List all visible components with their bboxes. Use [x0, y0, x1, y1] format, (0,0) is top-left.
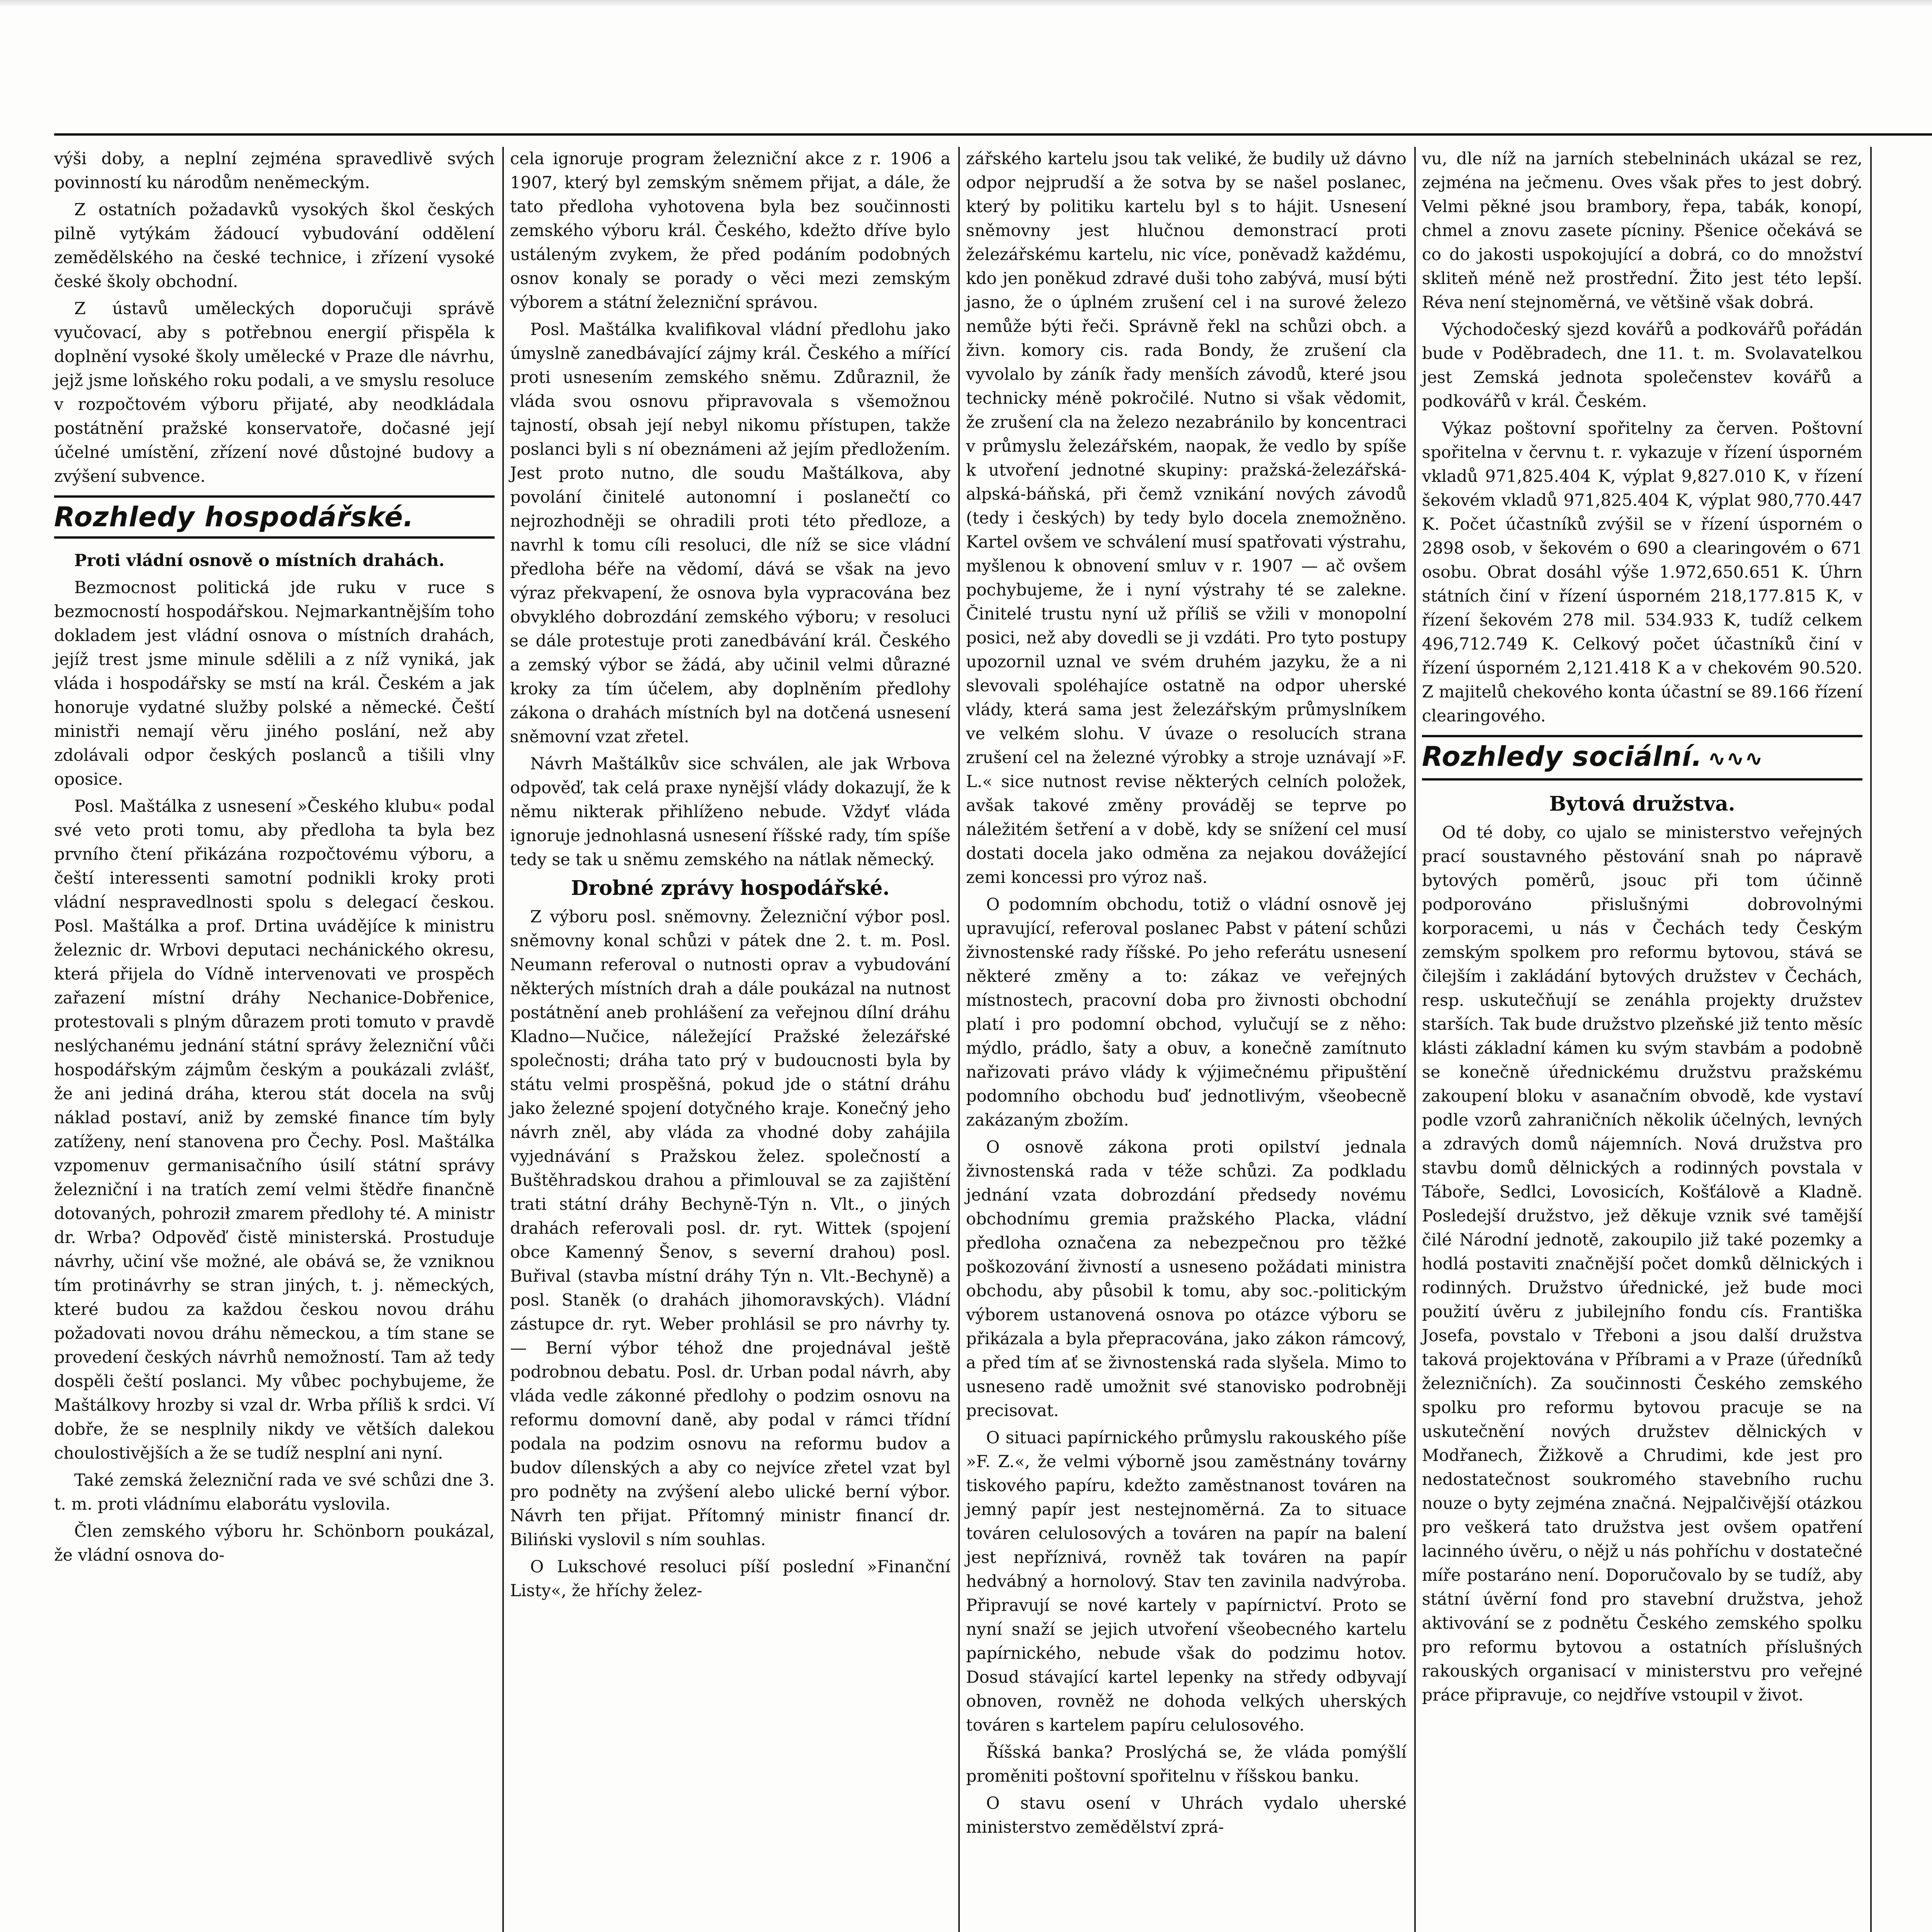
paragraph: O podomním obchodu, totiž o vládní osnově jej upravující, referoval poslanec Pabst v pátení schůzi živnostenské rady říšské. Po jeho referátu usnesení některé změny a to: zákaz ve veřejných místnostech, pracovní doba pro živnosti obchodní platí i pro podomní obchod, vylučují se z něho: mýdlo, prádlo, šaty a obuv, a konečně zamítnuto nařizovati právo vlády k výjimečnému připuštění podomního obchodu buď jednotlivým, všeobecně zakázaným zbožím. — [966, 895, 1406, 1130]
column-1 — [54, 147, 495, 1932]
paragraph: Bezmocnost politická jde ruku v ruce s bezmocností hospodářskou. Nejmarkantnějším toho dokladem jest vládní osnova o místních drahách, jejíž trest jsme minule sdělili a z níž vyniká, jak vláda i hospodářsky se mstí na král. Českém a jak honoruje vydatné služby polské a německé. Čeští ministři nemají věru jiného poslání, než aby zdolávali odpor českých poslanců a tišili vlny oposice. — [54, 578, 495, 789]
paragraph: zářského kartelu jsou tak veliké, že budily už dávno odpor nejprudší a že sotva by se našel poslanec, který by politiku kartelu byl s to hájit. Usnesení sněmovny jest hlučnou demonstrací proti železářskému kartelu, nic více, poněvadž každému, kdo jen poněkud zdravé duši toho zabývá, musí býti jasno, že o úplném zrušení cel i na surové železo nemůže býti řeči. Správně řekl na schůzi obch. a živn. komory cis. rada Bondy, že zrušení cla vyvolalo by záník řady menších závodů, které jsou technicky méně pokročilé. Nutno si však vědomit, že zrušení cla na železo nezabránilo by koncentraci v průmyslu železářském, naopak, že vedlo by spíše k utvoření jednotné skupiny: pražská-železářská-alpská-báňská, při čemž vznikání nových závodů (tedy i českých) by tedy bylo docela znemožněno. Kartel ovšem ve schválení musí spatřovati výstrahu, myšlenou k obnovení smluv v r. 1907 — ač ovšem pochybujeme, že i nyní výstrahy té se zalekne. Činitelé trustu nyní už příliš se vžili v monopolní posici, než aby dovedli se ji vzdáti. Pro tyto postupy upozornil uznal ve svém druhém jazyku, že a ni slevovali spoléhajíce ostatně na odpor uherské vlády, která sama jest železářským průmyslníkem ve velkém slohu. V úvaze o resolucích strana zrušení cel na železné výrobky a stroje uznávají »F. L.« sice nutnost revise některých celních položek, avšak takové změny prováděj se teprve po náležitém šetření a v době, kdy se snížení cel musí dostati docela jako odměna za nejakou dovážející zemi koncessi pro výroz naš. — [966, 149, 1406, 887]
paragraph: Z ústavů uměleckých doporučuji správě vyučovací, aby s potřebnou energií přispěla k doplnění vysoké školy umělecké v Praze dle návrhu, jejž jsme loňského roku podali, a ve smyslu resoluce v rozpočtovém výboru přijaté, aby neodkládala postátnění pražské konservatoře, dočasné její účelné umístění, zřízení nové důstojné budovy a zvýšení subvence. — [54, 299, 495, 486]
paragraph: Výkaz poštovní spořitelny za červen. Poštovní spořitelna v červnu t. r. vykazuje v řízení úsporném vkladů 971,825.404 K, výplat 9,827.010 K, v řízení šekovém vkladů 971,825.404 K, výplat 980,770.447 K. Počet účastníků zvýšil se v řízení úsporném o 2898 osob, v šekovém o 690 a clearingovém o 671 osobu. Obrat dosáhl výše 1.972,650.651 K. Úhrn státních činí v řízení úsporném 218,177.815 K, v řízení šekovém 278 mil. 534.933 K, tudíž celkem 496,712.749 K. Celkový počet účastníků činí v řízení úsporném 2,121.418 K a v chekovém 90.520. Z majitelů chekového konta účastní se 89.166 řízení clearingového. — [1422, 419, 1862, 726]
paragraph: Z ostatních požadavků vysokých škol českých pilně vytýkám žádoucí vybudování oddělení zemědělského na české technice, i zřízení vysoké české školy obchodní. — [54, 200, 495, 291]
section-heading — [54, 495, 495, 539]
section-heading-text: Rozhledy hospodářské. — [54, 501, 414, 533]
paragraph: Říšská banka? Proslýchá se, že vláda pomýšlí proměniti poštovní spořitelnu v říšskou banku. — [966, 1743, 1406, 1786]
column-divider — [502, 147, 504, 1932]
paragraph: Také zemská železniční rada ve své schůzi dne 3. t. m. proti vládnímu elaborátu vyslovila. — [54, 1471, 495, 1514]
section-heading-text: Rozhledy sociální. — [1422, 741, 1702, 772]
paragraph: Východočeský sjezd kovářů a podkovářů pořádán bude v Poděbradech, dne 11. t. m. Svolavatelkou jest Zemská jednota společenstev kovářů a podkovářů v král. Českém. — [1422, 320, 1862, 411]
paragraph: výši doby, a neplní zejména spravedlivě svých povinností ku národům neněmeckým. — [54, 149, 495, 192]
article-heading: Drobné zprávy hospodářské. — [571, 876, 890, 900]
column-divider — [958, 147, 960, 1932]
top-rule — [54, 133, 1932, 136]
paragraph: Návrh Maštálkův sice schválen, ale jak Wrbova odpověď, tak celá praxe nynější vlády dokazují, že k němu nikterak přihlíženo nebude. Vždyť vláda ignoruje jednohlasná usnesení říšské rady, tím spíše tedy se tak u sněmu zemského na nátlak německý. — [510, 754, 951, 869]
article-heading: Bytová družstva. — [1549, 792, 1735, 816]
scan-edge — [0, 0, 1932, 7]
paragraph: vu, dle níž na jarních stebelninách ukázal se rez, zejména na ječmenu. Oves však přes to jest dobrý. Velmi pěkné jsou brambory, řepa, tabák, konopí, chmel a znovu zasete pícniny. Pšenice očekává se co do jakosti uspokojující a dobrá, co do množství skliteň méně než prostřední. Žito jest této lepší. Réva není stejnoměrná, ve většině však dobrá. — [1422, 149, 1862, 312]
column-3 — [966, 147, 1406, 1932]
article-heading: Proti vládní osnově o místních drahách. — [74, 551, 445, 570]
paragraph: Posl. Maštálka z usnesení »Českého klubu« podal své veto proti tomu, aby předloha ta byla bez prvního čtení přikázána rozpočtovému výboru, a čeští interessenti samotní podnikli kroky proti vládní nespravedlnosti spolu s delegací českou. Posl. Maštálka a prof. Drtina uvádějíce k ministru železnic dr. Wrbovi deputaci nechánického okresu, která přijela do Vídně intervenovati ve prospěch zařazení místní dráhy Nechanice-Dobřenice, protestovali s plným důrazem proti tomuto v pravdě neslýchanému jednání státní správy železniční vůči hospodářským zájmům českým a poukázali zvlášť, že ani jediná dráha, kterou stát docela na svůj náklad postaví, aniž by zemské finance tím byly zatíženy, není stanovena pro Čechy. Posl. Maštálka vzpomenuv germanisačního úsilí státní správy železniční i na tratích zemí velmi štědře finančně dotovaných, pohroził zmarem předlohy té. A ministr dr. Wrba? Odpověď čistě ministerská. Prostuduje návrhy, učiní vše možné, ale obává se, že vzniknou tím protinávrhy se stran jiných, t. j. německých, které budou za každou českou novou dráhu požadovati novou dráhu německou, a tím stane se provedení českých návrhů nemožností. Tam až tedy dospěli čeští poslanci. My vůbec pochybujeme, že Maštálkovy hrozby si vzal dr. Wrba příliš k srdci. Ví dobře, že se nesplnily nikdy ve větších dalekou choulostivějších a že se tudíž nesplní ani nyní. — [54, 797, 495, 1463]
column-4 — [1422, 147, 1862, 1932]
paragraph: O Lukschové resoluci píší poslední »Finanční Listy«, že hříchy želez- — [510, 1557, 951, 1600]
paragraph: Z výboru posl. sněmovny. Železniční výbor posl. sněmovny konal schůzi v pátek dne 2. t. m. Posl. Neumann referoval o nutnosti oprav a vybudování některých místních drah a dále poukázal na nutnost postátnění aneb prohlášení za veřejnou dílní dráhu Kladno—Nučice, náležející Pražské železářské společnosti; dráha tato prý v budoucnosti byla by státu velmi prospěšná, pokud jde o státní dráhu jako železné spojení dotyčného kraje. Konečný jeho návrh zněl, aby vláda za vhodné doby zahájila vyjednávání s Pražskou želez. společností a Buštěhradskou drahou a přimlouval se za zajištění trati státní dráhy Bechyně-Týn n. Vlt., o jiných drahách referovali posl. dr. ryt. Wittek (spojení obce Kamenný Šenov, s severní drahou) posl. Buřival (stavba místní dráhy Týn n. Vlt.-Bechyně) a posl. Staněk (o drahách jihomoravských). Vládní zástupce dr. ryt. Weber prohlásil se pro návrhy ty. — Berní výbor téhož dne projednával ještě podrobnou debatu. Posl. dr. Urban podal návrh, aby vláda vedle zákonné předlohy o podzim osnovu na reformu domovní daně, aby podal v rámci třídní podala na podzim osnovu na reformu budov a budov dílenských a aby co nejvíce zřetel vzat byl pro podněty na zvýšení alebo ulické berní výbor. Návrh ten přijat. Přítomný ministr financí dr. Biliński vyslovil s ním souhlas. — [510, 907, 951, 1549]
section-heading — [1422, 735, 1862, 781]
paragraph: O stavu osení v Uhrách vydalo uherské ministerstvo zemědělství zprá- — [966, 1794, 1406, 1837]
paragraph: Posl. Maštálka kvalifikoval vládní předlohu jako úmyslně zanedbávající zájmy král. Českého a mířící proti usnesením zemského sněmu. Zdůraznil, že vláda svou osnovu připravovala s všemožnou tajností, obsah její nebyl nikomu přístupen, takže poslanci byli s ní obeznámeni až jejím předložením. Jest proto nutno, dle soudu Maštálkova, aby povolání činitelé autonomní i poslanečtí co nejrozhodněji se ohradili proti této předloze, a navrhl k tomu cíli resoluci, dle níž se sice vládní předloha béře na vědomí, dává se však na jevo výraz překvapení, že osnova byla vypracována bez obvyklého dobrozdání zemského výboru; v resoluci se dále protestuje proti zanedbávání král. Českého a zemský výbor se žádá, aby učinil velmi důrazné kroky za tím účelem, aby doplněním předlohy zákona o drahách místních byl na dotčená usnesení sněmovní vzat zřetel. — [510, 320, 951, 747]
paragraph: O osnově zákona proti opilství jednala živnostenská rada v téže schůzi. Za podkladu jednání vzata dobrozdání předsedy novému obchodnímu gremia pražského Placka, vládní předloha označena za nebezpečnou pro těžké poškozování živností a usneseno požádati ministra obchodu, aby působil k tomu, aby soc.-politickým výborem ustanovená osnova po otázce výboru se přikázala a byla přepracována, jako zákon rámcový, a před tím ať se živnostenská rada slyšela. Mimo to usneseno radě umožnit své stanovisko podrobněji precisovat. — [966, 1138, 1406, 1420]
column-divider — [1414, 147, 1416, 1932]
paragraph: cela ignoruje program železniční akce z r. 1906 a 1907, který byl zemským sněmem přijat, a dále, že tato předloha vyhotovena byla bez součinnosti zemského výboru král. Českého, kdežto dříve bylo ustáleným zvykem, že před podáním podobných osnov konaly se porady o věci mezi zemským výborem a státní železniční správou. — [510, 149, 951, 312]
column-2 — [510, 147, 951, 1932]
paragraph: O situaci papírnického průmyslu rakouského píše »F. Z.«, že velmi výborně jsou zaměstnány továrny tiskového papíru, kdežto zaměstnanost továren na jemný papír jest nestejnoměrná. Za to situace továren celulosových a továren na papír na balení jest nepříznivá, rovněž tak továren na papír hedvábný a hornolový. Stav ten zavinila nadvýroba. Připravují se nové kartely v papírnictví. Proto se nyní snaží se jejich utvoření všeobecného kartelu papírnického, nebude však do podzimu hotov. Dosud stávající kartel lepenky na středy odbyvají obnoven, rovněž ne dohoda velkých uherských továren s kartelem papíru celulosového. — [966, 1428, 1406, 1735]
paragraph: Člen zemského výboru hr. Schönborn poukázal, že vládní osnova do- — [54, 1522, 495, 1565]
wave-ornament-icon: ∿∿∿ — [1708, 746, 1764, 771]
paragraph: Od té doby, co ujalo se ministerstvo veřejných prací soustavného pěstování snah po nápravě bytových poměrů, jsouc při tom účinně podporováno přislušnými dobrovolnými korporacemi, u nás v Čechách tedy Českým zemským spolkem pro reformu bytovou, stává se čilejším i zakládání bytových družstev v Čechách, resp. uskutečňují se zenáhla projekty družstev starších. Tak bude družstvo plzeňské již tento měsíc klásti základní kámen ku svým stavbám a podobně se konečně úřednickému družstvu pražskému zakoupení bloku v asanačním obvodě, kde vystaví podle vzorů zahraničních několik účelných, levných a zdravých domů nájemních. Nová družstva pro stavbu domů dělnických a rodinných povstala v Táboře, Sedlci, Lovosicích, Košťálově a Kladně. Posledejší družstvo, jež děkuje vznik své tamější čilé Národní jednotě, zakoupilo již také pozemky a hodlá postaviti značnější počet domků dělnických i rodinných. Družstvo úřednické, jež bude moci použití úvěru z jubilejního fondu cís. Františka Josefa, povstalo v Třeboni a jsou další družstva taková projektována v Příbrami a v Praze (úředníků železničních). Za součinnosti Českého zemského spolku pro reformu bytovou pracuje se na uskutečnění nových družstev dělnických v Modřanech, Žižkově a Chrudimi, kde jest pro nedostatečnost soukromého stavebního ruchu nouze o byty zejména značná. Nejpalčivější otázkou pro veškerá tato družstva jest ovšem opatření lacinného úvěru, o nějž u nás pohříchu v dostatečné míře postaráno není. Doporučovalo by se tudíž, aby státní úvěrní fond pro stavební družstva, jehož aktivování se z podnětu Českého zemského spolku pro reformu bytovou a ostatních příslušných rakouských organisací v ministerstvu pro veřejné práce připravuje, co nejdříve vstoupil v život. — [1422, 823, 1862, 1705]
column-divider — [1870, 147, 1872, 1932]
